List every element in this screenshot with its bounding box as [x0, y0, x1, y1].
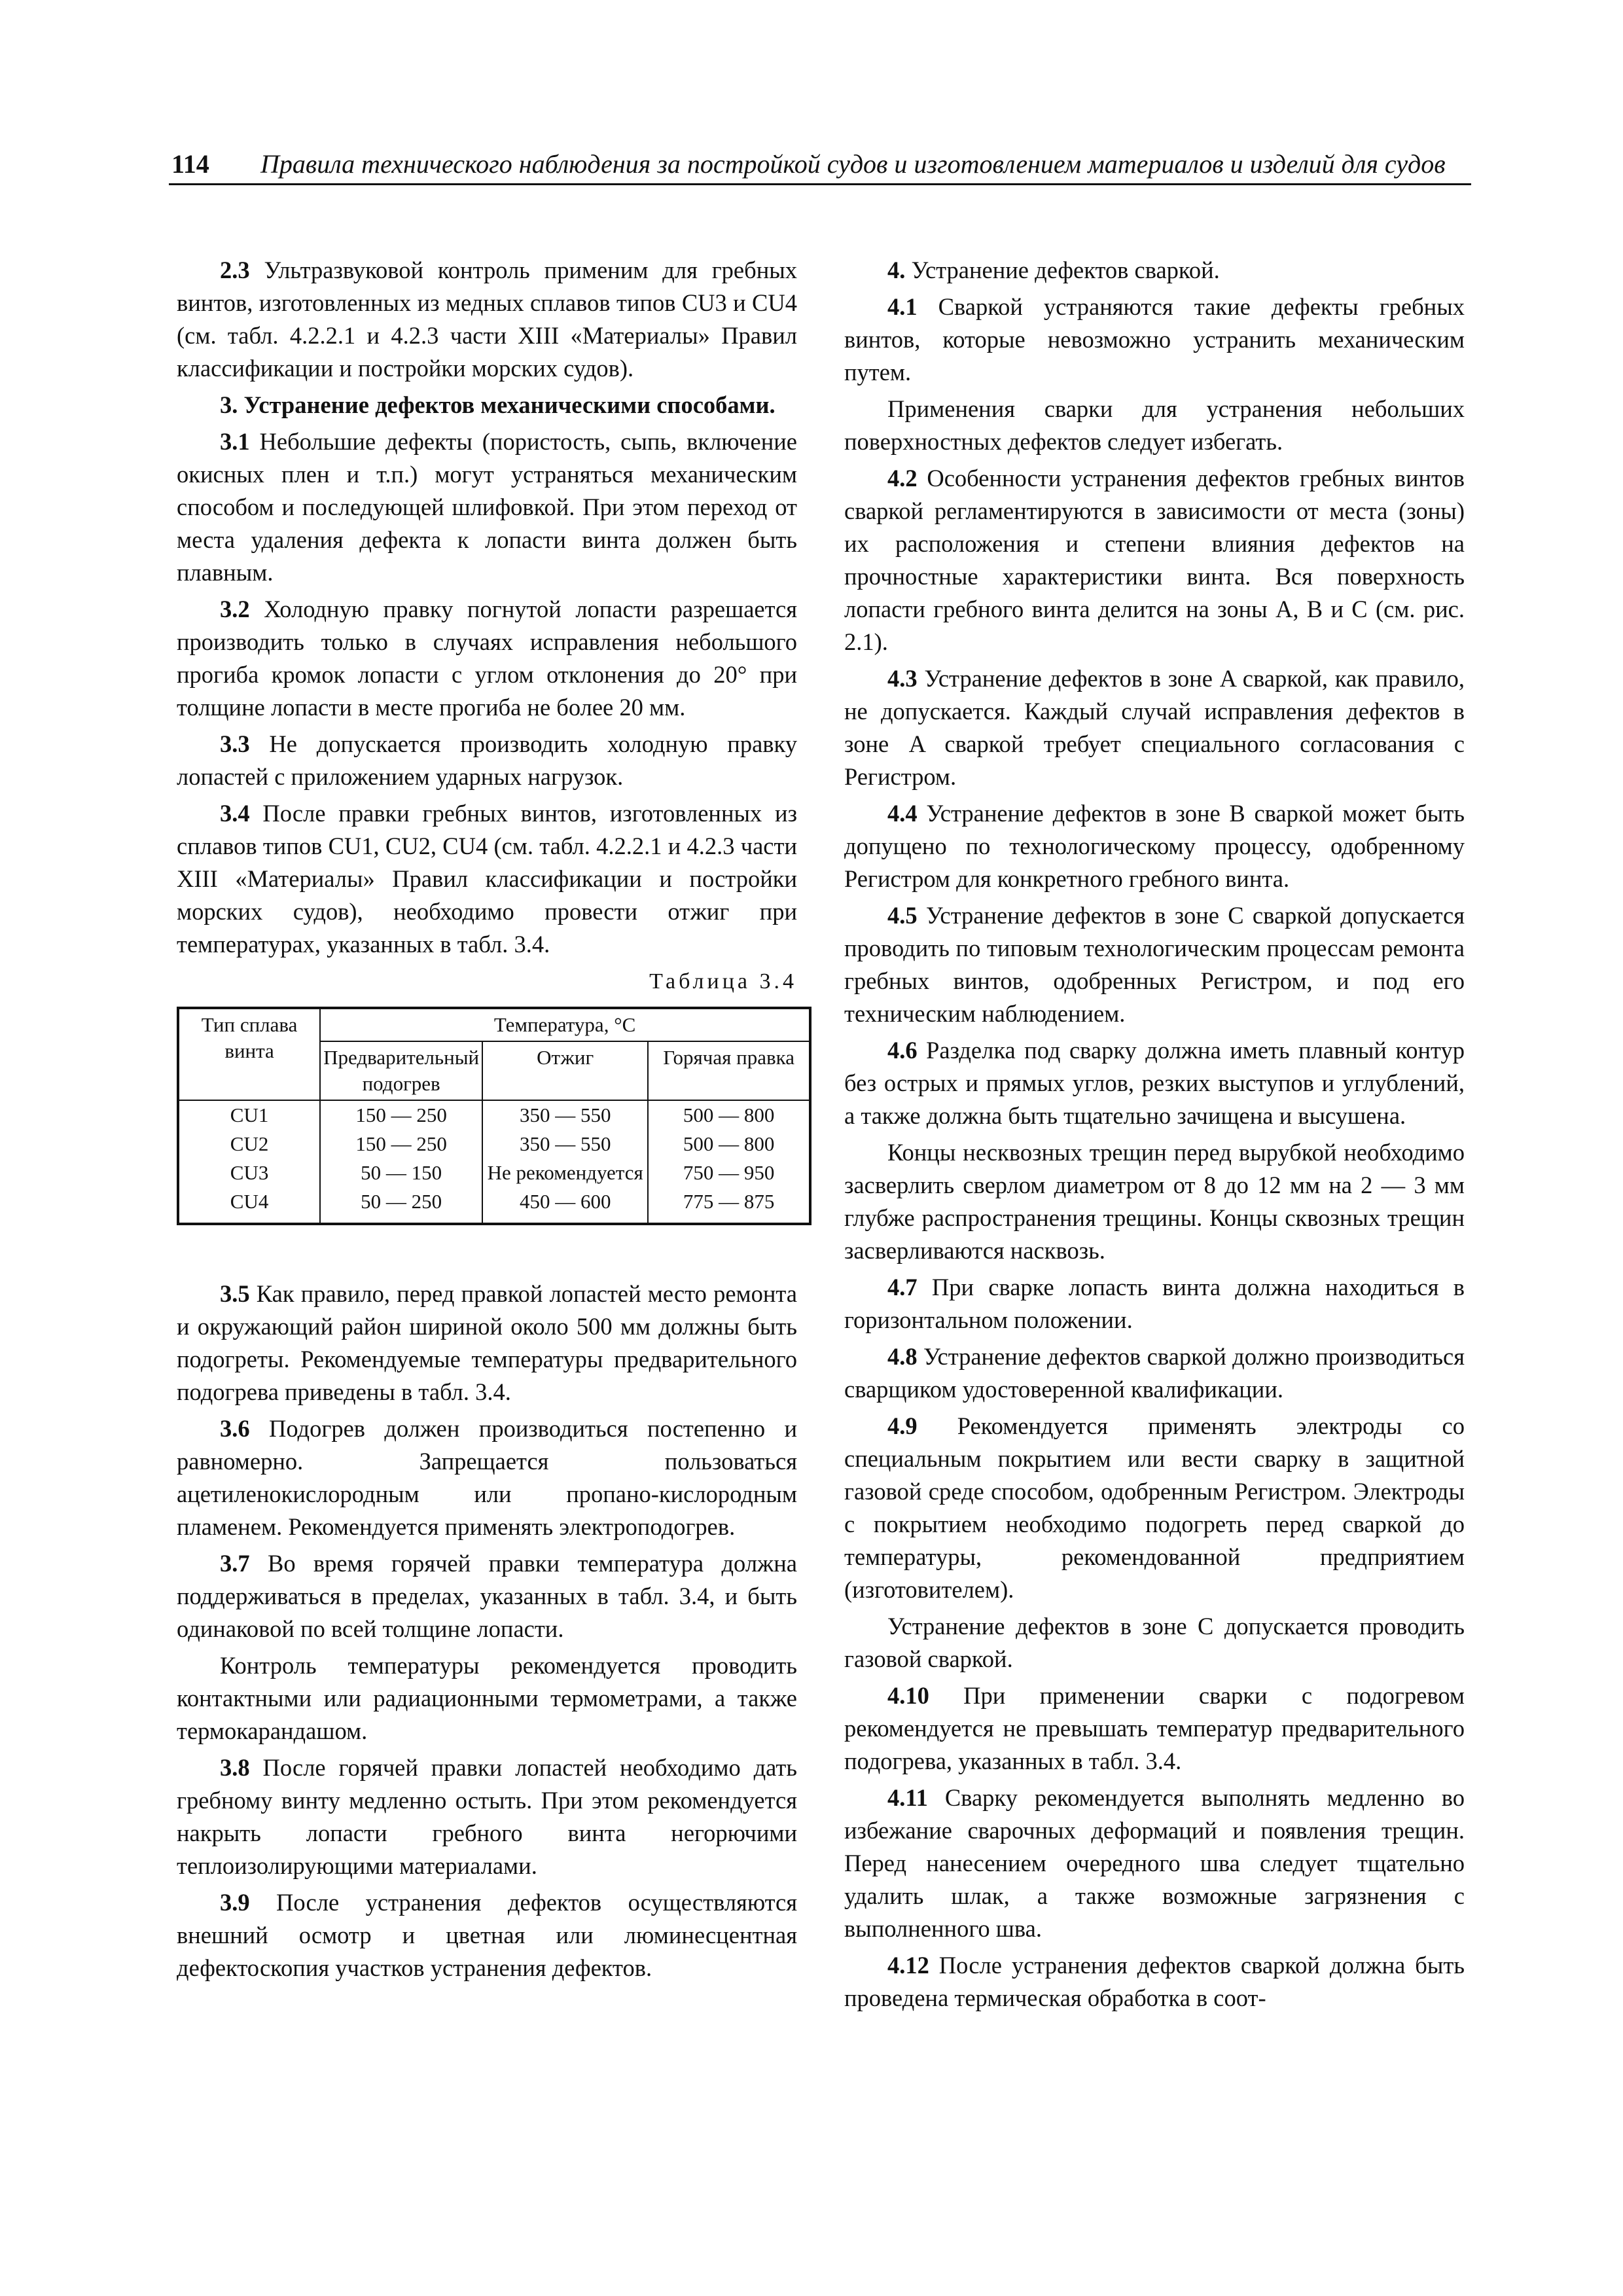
table-header-alloy-type: Тип сплава винта [178, 1008, 320, 1100]
paragraph-text: Как правило, перед правкой лопастей место ремонта и окружающий район шириной около 500 мм должны быть подогреты. Рекомендуемые температуры предварительного подогрева приведены в табл. 3.4. [177, 1280, 797, 1405]
table-row [178, 1187, 810, 1224]
paragraph-number: 4.3 [887, 665, 918, 692]
paragraph-number: 4.6 [887, 1037, 918, 1064]
table-cell-hot: 750 — 950 [648, 1158, 810, 1187]
paragraph-text: Разделка под сварку должна иметь плавный контур без острых и прямых углов, резких выступов и углублений, а также должна быть тщательно зачищена и высушена. [844, 1037, 1465, 1129]
paragraph-text: Устранение дефектов сваркой должно производиться сварщиком удостоверенной квалификации. [844, 1343, 1465, 1403]
paragraph-number: 4.1 [887, 293, 918, 320]
table-cell-type: CU1 [178, 1100, 320, 1130]
table-cell-preheat: 150 — 250 [320, 1130, 482, 1158]
paragraph-number: 3.7 [220, 1550, 250, 1577]
paragraph-3-4 [177, 797, 797, 961]
paragraph-text: Небольшие дефекты (пористость, сыпь, включение окисных плен и т.п.) могут устраняться механическим способом и последующей шлифовкой. При этом переход от места удаления дефекта к лопасти винта должен быть плавным. [177, 428, 797, 586]
table-cell-type: CU4 [178, 1187, 320, 1224]
paragraph-number: 4.10 [887, 1682, 929, 1709]
table-cell-hot: 775 — 875 [648, 1187, 810, 1224]
paragraph-text: После горячей правки лопастей необходимо дать гребному винту медленно остыть. При этом рекомендуется накрыть лопасти гребного винта негорючими теплоизолирующими материалами. [177, 1754, 797, 1879]
paragraph-text: Устранение дефектов в зоне B сваркой может быть допущено по технологическому процессу, одобренному Регистром для конкретного гребного винта. [844, 800, 1465, 892]
paragraph-3-7-continued: Контроль температуры рекомендуется проводить контактными или радиационными термометрами, а также термокарандашом. [177, 1652, 797, 1744]
table-cell-preheat: 50 — 250 [320, 1187, 482, 1224]
table-cell-anneal: 350 — 550 [482, 1130, 648, 1158]
running-title: Правила технического наблюдения за постройкой судов и изготовлением материалов и изделий для судов [260, 149, 1446, 179]
paragraph-3-8 [177, 1751, 797, 1882]
paragraph-4-1 [844, 291, 1465, 389]
left-column [177, 254, 797, 1988]
paragraph-number: 3.2 [220, 596, 250, 622]
paragraph-4-11 [844, 1782, 1465, 1945]
section-title: Устранение дефектов сваркой. [905, 257, 1220, 283]
paragraph-number: 4.7 [887, 1274, 918, 1300]
section-title: Устранение дефектов механическими способами. [238, 391, 776, 418]
table-cell-anneal: 450 — 600 [482, 1187, 648, 1224]
paragraph-3-6 [177, 1412, 797, 1543]
paragraph-4-9-continued: Устранение дефектов в зоне C допускается проводить газовой сваркой. [844, 1613, 1465, 1672]
table-cell-type: CU2 [178, 1130, 320, 1158]
paragraph-number: 4.9 [887, 1412, 918, 1439]
paragraph-text: После устранения дефектов сваркой должна быть проведена термическая обработка в соот- [844, 1952, 1465, 2011]
table-subheader-preheat: Предварительный подогрев [320, 1041, 482, 1100]
paragraph-text: Во время горячей правки температура должна поддерживаться в пределах, указанных в табл. 3.4, и быть одинаковой по всей толщине лопасти. [177, 1550, 797, 1642]
section-heading-3 [177, 389, 797, 422]
table-cell-anneal: Не рекомендуется [482, 1158, 648, 1187]
paragraph-number: 3.6 [220, 1415, 250, 1442]
paragraph-4-9 [844, 1410, 1465, 1606]
table-row [178, 1100, 810, 1130]
table-row [178, 1130, 810, 1158]
paragraph-3-2 [177, 593, 797, 724]
table-subheader-hot-straightening: Горячая правка [648, 1041, 810, 1100]
paragraph-text: Ультразвуковой контроль применим для гребных винтов, изготовленных из медных сплавов типов CU3 и CU4 (см. табл. 4.2.2.1 и 4.2.3 части XIII «Материалы» Правил классификации и постройки морских судов). [177, 257, 797, 382]
paragraph-text: Холодную правку погнутой лопасти разрешается производить только в случаях исправления небольшого прогиба кромок лопасти с углом отклонения до 20° при толщине лопасти в месте прогиба не более 20 мм. [177, 596, 797, 721]
paragraph-4-5 [844, 899, 1465, 1030]
section-heading-4 [844, 254, 1465, 287]
paragraph-text: При применении сварки с подогревом рекомендуется не превышать температур предварительного подогрева, указанных в табл. 3.4. [844, 1682, 1465, 1774]
table-cell-hot: 500 — 800 [648, 1100, 810, 1130]
paragraph-3-1 [177, 425, 797, 589]
section-number: 4. [887, 257, 906, 283]
paragraph-text: Не допускается производить холодную правку лопастей с приложением ударных нагрузок. [177, 730, 797, 790]
table-cell-preheat: 50 — 150 [320, 1158, 482, 1187]
table-row [178, 1158, 810, 1187]
paragraph-4-4 [844, 797, 1465, 895]
paragraph-4-7 [844, 1271, 1465, 1336]
page-header [169, 145, 1471, 185]
paragraph-2-3 [177, 254, 797, 385]
paragraph-text: После правки гребных винтов, изготовленных из сплавов типов CU1, CU2, CU4 (см. табл. 4.2.2.1 и 4.2.3 части XIII «Материалы» Правил классификации и постройки морских судов), необходимо провести отжиг при температурах, указанных в табл. 3.4. [177, 800, 797, 958]
paragraph-3-5 [177, 1278, 797, 1408]
paragraph-number: 3.3 [220, 730, 250, 757]
table-cell-anneal: 350 — 550 [482, 1100, 648, 1130]
paragraph-text: Рекомендуется применять электроды со специальным покрытием или вести сварку в защитной газовой среде способом, одобренным Регистром. Электроды с покрытием необходимо подогреть перед сваркой до температуры, рекомендованной предприятием (изготовителем). [844, 1412, 1465, 1603]
paragraph-3-3 [177, 728, 797, 793]
paragraph-text: Устранение дефектов в зоне C сваркой допускается проводить по типовым технологическим процессам ремонта гребных винтов, одобренных Регистром, и под его техническим наблюдением. [844, 902, 1465, 1027]
paragraph-number: 3.8 [220, 1754, 250, 1781]
paragraph-number: 4.2 [887, 465, 918, 492]
table-cell-type: CU3 [178, 1158, 320, 1187]
paragraph-number: 4.12 [887, 1952, 929, 1979]
table-header-temperature: Температура, °С [320, 1008, 810, 1041]
table-subheader-anneal: Отжиг [482, 1041, 648, 1100]
paragraph-3-9 [177, 1886, 797, 1984]
table-caption: Таблица 3.4 [649, 969, 797, 994]
paragraph-4-6 [844, 1034, 1465, 1132]
paragraph-4-1-continued: Применения сварки для устранения небольших поверхностных дефектов следует избегать. [844, 395, 1465, 455]
paragraph-number: 3.5 [220, 1280, 250, 1307]
paragraph-4-3 [844, 662, 1465, 793]
paragraph-text: После устранения дефектов осуществляются внешний осмотр и цветная или люминесцентная дефектоскопия участков устранения дефектов. [177, 1889, 797, 1981]
table-cell-preheat: 150 — 250 [320, 1100, 482, 1130]
paragraph-4-12 [844, 1949, 1465, 2015]
paragraph-4-10 [844, 1679, 1465, 1778]
paragraph-number: 4.8 [887, 1343, 918, 1370]
paragraph-number: 2.3 [220, 257, 250, 283]
paragraph-text: Сваркой устраняются такие дефекты гребных винтов, которые невозможно устранить механическим путем. [844, 293, 1465, 386]
temperature-table [177, 1007, 812, 1225]
paragraph-text: Устранение дефектов в зоне A сваркой, как правило, не допускается. Каждый случай исправления дефектов в зоне A сваркой требует специального согласования с Регистром. [844, 665, 1465, 790]
paragraph-4-8 [844, 1340, 1465, 1406]
paragraph-text: Особенности устранения дефектов гребных винтов сваркой регламентируются в зависимости от места (зоны) их расположения и степени влияния дефектов на прочностные характеристики винта. Вся поверхность лопасти гребного винта делится на зоны A, B и C (см. рис. 2.1). [844, 465, 1465, 655]
paragraph-3-7 [177, 1547, 797, 1645]
paragraph-number: 4.5 [887, 902, 918, 929]
paragraph-number: 4.11 [887, 1784, 928, 1811]
paragraph-number: 3.4 [220, 800, 250, 827]
paragraph-number: 3.9 [220, 1889, 250, 1916]
right-column [844, 254, 1465, 2018]
paragraph-4-6-continued: Концы несквозных трещин перед вырубкой необходимо засверлить сверлом диаметром от 8 до 12 мм на 2 — 3 мм глубже распространения трещины. Концы сквозных трещин засверливаются насквозь. [844, 1139, 1465, 1264]
paragraph-4-2 [844, 462, 1465, 658]
paragraph-text: При сварке лопасть винта должна находиться в горизонтальном положении. [844, 1274, 1465, 1333]
paragraph-text: Подогрев должен производиться постепенно и равномерно. Запрещается пользоваться ацетиленокислородным или пропано-кислородным пламенем. Рекомендуется применять электроподогрев. [177, 1415, 797, 1540]
paragraph-number: 3.1 [220, 428, 250, 455]
paragraph-number: 4.4 [887, 800, 918, 827]
page-number: 114 [171, 149, 209, 179]
table-cell-hot: 500 — 800 [648, 1130, 810, 1158]
paragraph-text: Сварку рекомендуется выполнять медленно во избежание сварочных деформаций и появления трещин. Перед нанесением очередного шва следует тщательно удалить шлак, а также возможные загрязнения с выполненного шва. [844, 1784, 1465, 1942]
section-number: 3. [220, 391, 238, 418]
